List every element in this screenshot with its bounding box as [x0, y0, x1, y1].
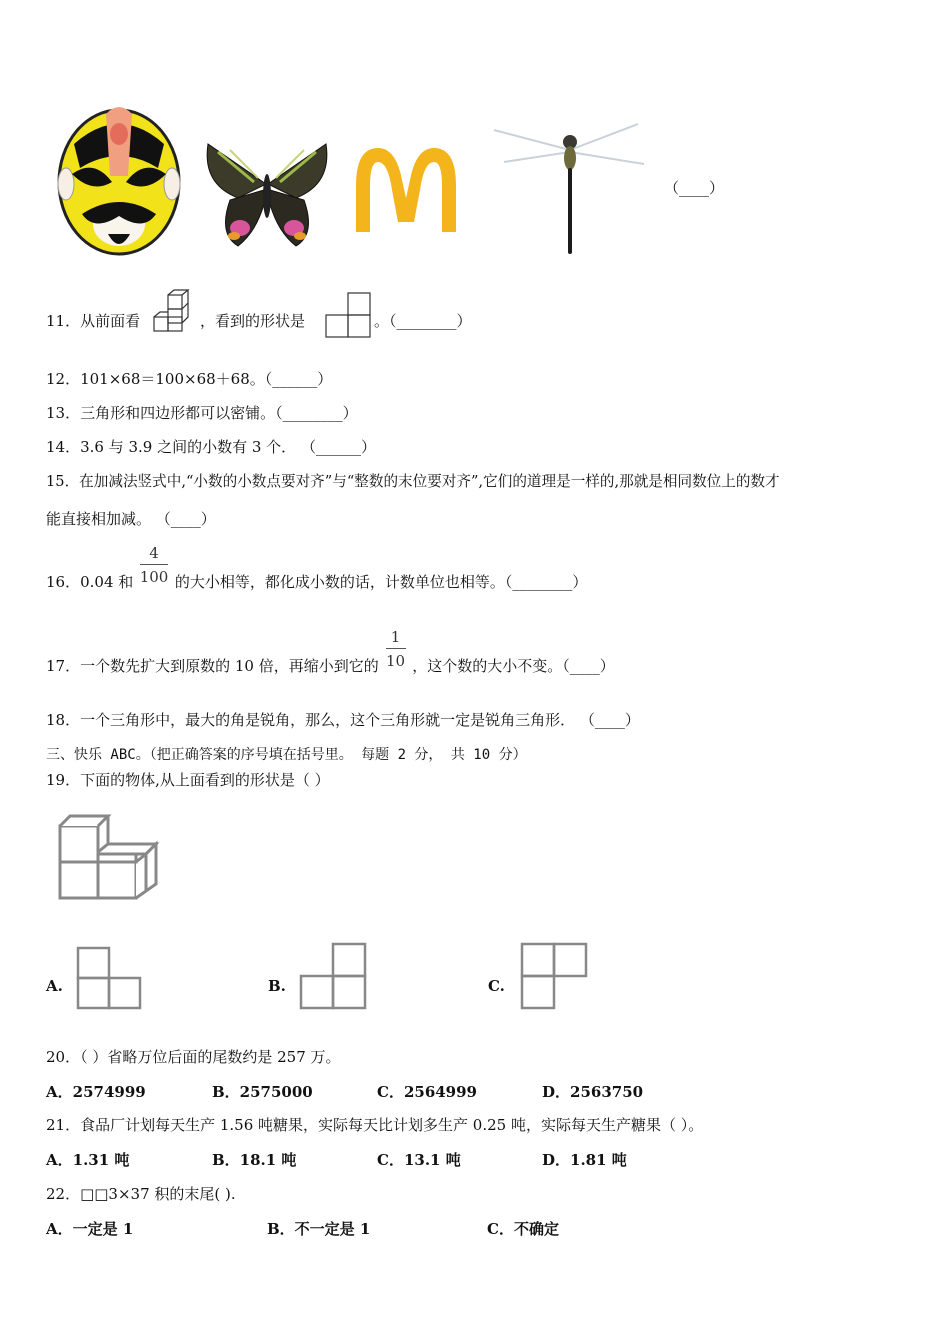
q16-prefix: 16．0.04 和: [46, 573, 134, 591]
question-12: 12．101×68＝100×68＋68。（______）: [46, 370, 333, 388]
question-15-line2: 能直接相加减。 （____）: [46, 510, 216, 528]
top-answer-blank[interactable]: （____）: [664, 179, 725, 197]
q16-fraction-bar: [140, 564, 168, 565]
question-13: 13．三角形和四边形都可以密铺。（________）: [46, 404, 358, 422]
q16-denominator: 100: [139, 568, 169, 586]
question-18: 18．一个三角形中，最大的角是锐角，那么，这个三角形就一定是锐角三角形． （____）: [46, 711, 640, 729]
opera-mask-icon: [54, 104, 184, 256]
q22-option-b[interactable]: B．不一定是 1: [267, 1220, 371, 1238]
stacked-cubes-icon: [148, 289, 194, 335]
q17-fraction-bar: [386, 648, 406, 649]
q20-option-a[interactable]: A．2574999: [46, 1083, 146, 1101]
mcdonalds-logo-icon: [356, 146, 456, 234]
q11-middle: ，看到的形状是: [200, 312, 306, 330]
q17-prefix: 17．一个数先扩大到原数的 10 倍，再缩小到它的: [46, 657, 379, 675]
cube-solid-figure: [56, 812, 162, 902]
q19-option-c-shape[interactable]: [520, 942, 588, 1010]
q16-numerator: 4: [149, 544, 159, 562]
q22-option-c[interactable]: C．不确定: [487, 1220, 559, 1238]
q21-option-b[interactable]: B．18.1 吨: [212, 1151, 297, 1169]
q19-option-b-shape[interactable]: [299, 942, 367, 1010]
front-view-shape-icon: [324, 291, 372, 339]
q22-option-a[interactable]: A．一定是 1: [46, 1220, 134, 1238]
q17-fraction: [384, 628, 408, 671]
butterfly-icon: [204, 144, 330, 248]
question-21: 21．食品厂计划每天生产 1.56 吨糖果，实际每天比计划多生产 0.25 吨，实际每天生产糖果（ ）。: [46, 1116, 704, 1134]
q20-option-d[interactable]: D．2563750: [542, 1083, 644, 1101]
question-17: [46, 628, 615, 676]
q21-option-a[interactable]: A．1.31 吨: [46, 1151, 130, 1169]
dragonfly-icon: [490, 122, 650, 258]
question-22: 22．□□3×37 积的末尾( ).: [46, 1185, 236, 1203]
q19-option-a-label[interactable]: A.: [46, 977, 63, 995]
question-16: [46, 544, 588, 592]
q16-fraction: [138, 544, 170, 587]
q19-option-b-label[interactable]: B.: [268, 977, 286, 995]
question-14: 14．3.6 与 3.9 之间的小数有 3 个． （______）: [46, 438, 376, 456]
q11-suffix: 。（________）: [374, 312, 472, 330]
q20-option-b[interactable]: B．2575000: [212, 1083, 313, 1101]
q17-numerator: 1: [390, 628, 401, 646]
question-19: 19．下面的物体,从上面看到的形状是（ ）: [46, 771, 330, 789]
q17-suffix: ，这个数的大小不变。（____）: [412, 657, 615, 675]
q21-option-c[interactable]: C．13.1 吨: [377, 1151, 461, 1169]
question-15-line1: 15．在加减法竖式中,“小数的小数点要对齐”与“整数的末位要对齐”,它们的道理是一样的,那就是相同数位上的数才: [46, 473, 780, 490]
q19-option-c-label[interactable]: C.: [488, 977, 505, 995]
q19-option-a-shape[interactable]: [76, 946, 142, 1010]
question-11: [46, 311, 140, 331]
q21-option-d[interactable]: D．1.81 吨: [542, 1151, 627, 1169]
q17-denominator: 10: [385, 652, 406, 670]
q11-prefix: 11．从前面看: [46, 312, 141, 330]
q16-suffix: 的大小相等，都化成小数的话，计数单位也相等。（________）: [174, 573, 588, 591]
section-3-title: 三、快乐 ABC。（把正确答案的序号填在括号里。 每题 2 分， 共 10 分）: [46, 747, 527, 763]
q20-option-c[interactable]: C．2564999: [377, 1083, 477, 1101]
question-20: 20．（ ）省略万位后面的尾数约是 257 万。: [46, 1048, 341, 1066]
